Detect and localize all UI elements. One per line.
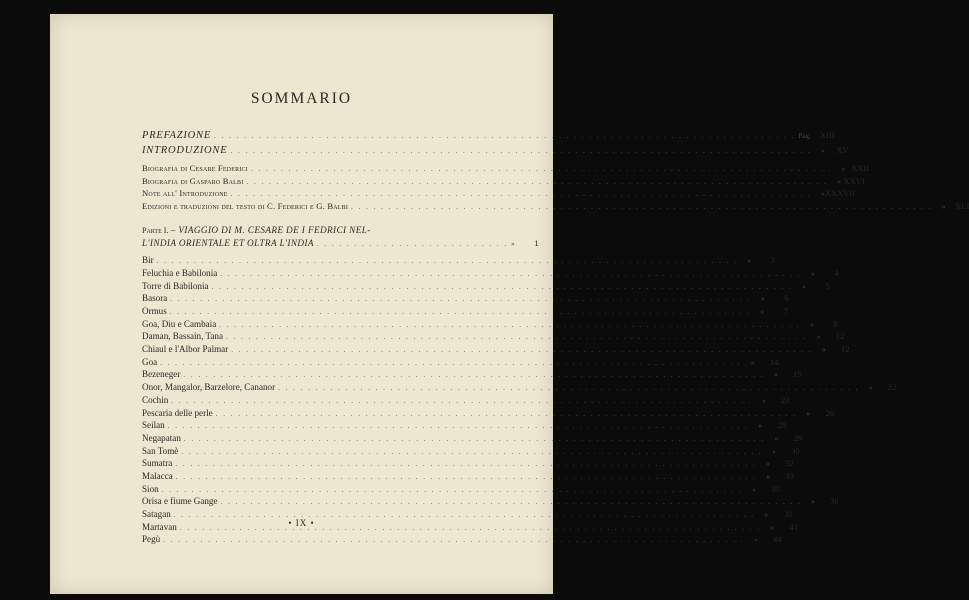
- toc-entry-title: Martavan: [142, 521, 177, 532]
- toc-entry-pag: »: [811, 498, 815, 507]
- toc-entry-page: 22: [887, 382, 897, 393]
- toc-entry-pag: »: [806, 409, 810, 418]
- leader-dots: [221, 496, 802, 509]
- toc-entry-page: 14: [769, 356, 779, 367]
- leader-dots: [351, 201, 932, 214]
- toc-entry-pag: »: [511, 240, 515, 249]
- toc-entry-page: 44: [772, 534, 782, 545]
- leader-dots: [231, 344, 812, 357]
- toc-entry: [142, 343, 850, 356]
- toc-entry-page: 41: [789, 521, 799, 532]
- toc-entry-title: Feluchia e Babilonia: [142, 267, 218, 278]
- toc-entry-page: 4: [834, 267, 839, 278]
- toc-entry-pag: »: [837, 177, 841, 186]
- toc-entry: [142, 533, 782, 546]
- leader-dots: [168, 420, 749, 433]
- leader-dots: [162, 484, 743, 497]
- toc-entry-page: XIII: [819, 130, 835, 140]
- toc-entry-page: 33: [785, 470, 795, 481]
- toc-entry-title: Edizioni e traduzioni del testo di C. Federici e G. Balbi: [142, 201, 349, 212]
- toc-entry: [142, 318, 838, 331]
- toc-entry: [142, 292, 789, 305]
- toc-entry: [142, 200, 969, 213]
- toc-entry: [142, 305, 789, 318]
- toc-entry-pag: »: [941, 203, 946, 212]
- toc-entry-page: 28: [777, 420, 786, 431]
- part-heading-line-1: [142, 224, 505, 238]
- toc-entries: [142, 254, 897, 546]
- toc-entry-page: 8: [833, 318, 838, 329]
- toc-entry-title: Goa: [142, 356, 158, 367]
- leader-dots: [214, 129, 795, 144]
- toc-entry-page: XLI: [955, 201, 969, 212]
- toc-entry-page: XXXVII: [824, 188, 856, 199]
- toc-entry: [142, 254, 775, 267]
- toc-entry: [142, 330, 845, 343]
- leader-dots: [216, 408, 797, 421]
- toc-entry-title: Malacca: [142, 470, 173, 481]
- toc-entry-title: Satagan: [142, 509, 171, 519]
- leader-dots: [226, 331, 807, 344]
- toc-entry-pag: »: [772, 447, 776, 456]
- toc-entry: [142, 162, 870, 175]
- toc-entry-page: 35: [771, 483, 780, 494]
- table-of-contents: [142, 128, 969, 546]
- toc-intro-entries: [142, 162, 969, 213]
- toc-entry-page: 38: [783, 509, 793, 519]
- toc-entry-title: San Tomè: [142, 445, 179, 456]
- leader-dots: [212, 281, 793, 294]
- toc-entry-title: Torre di Babilonia: [142, 280, 209, 291]
- toc-entry-title: Note all' Introduzione: [142, 188, 228, 199]
- toc-entry-pag: »: [747, 257, 751, 266]
- toc-entry-title: Sumatra: [142, 458, 173, 469]
- toc-entry-page: 5: [825, 280, 830, 291]
- page-title: SOMMARIO: [250, 90, 353, 107]
- toc-entry: [142, 419, 786, 432]
- part-heading-line-2: [142, 237, 539, 250]
- leader-dots: [160, 357, 741, 370]
- toc-entry-pag: »: [753, 536, 758, 545]
- toc-entry: [142, 143, 849, 158]
- leader-dots: [219, 319, 800, 332]
- toc-entry-title: Negapatan: [142, 432, 181, 443]
- toc-entry: [142, 267, 839, 280]
- toc-entry-pag: »: [822, 346, 826, 355]
- toc-entry-title: Pescaria delle perle: [142, 407, 213, 418]
- toc-entry: [142, 356, 779, 369]
- toc-entry-pag: »: [821, 147, 825, 155]
- toc-entry-title: Ormus: [142, 306, 167, 316]
- toc-entry-page: 7: [783, 306, 789, 316]
- toc-entry: [142, 470, 795, 483]
- toc-entry-page: 30: [791, 445, 800, 456]
- toc-entry-page: 36: [830, 496, 839, 507]
- toc-entry: [142, 187, 856, 200]
- toc-entry-title: Bezeneger: [142, 369, 181, 380]
- toc-entry-title: Daman, Bassain, Tana: [142, 331, 224, 342]
- toc-entry-title: Chiaul e l'Albor Palmar: [142, 344, 229, 355]
- leader-dots: [163, 534, 744, 547]
- leader-dots: [181, 446, 762, 459]
- leader-dots: [220, 268, 801, 281]
- toc-entry-page: 3: [770, 255, 775, 266]
- toc-entry-pag: »: [811, 269, 815, 278]
- toc-entry-title: Bir: [142, 255, 154, 266]
- toc-top-entries: [142, 128, 849, 158]
- toc-entry-pag: »: [810, 320, 814, 329]
- toc-entry-pag: »: [766, 472, 771, 481]
- toc-entry-pag: »: [770, 523, 775, 532]
- toc-entry: [142, 175, 865, 188]
- toc-entry-pag: »: [802, 282, 806, 291]
- toc-entry-title: Pegù: [142, 534, 161, 545]
- leader-dots: [184, 433, 765, 446]
- toc-entry-pag: »: [774, 434, 779, 443]
- toc-entry-pag: »: [841, 165, 846, 173]
- toc-entry-page: 29: [793, 432, 803, 443]
- toc-entry-page: XXII: [851, 163, 870, 173]
- toc-entry-pag: »: [758, 422, 762, 431]
- toc-part-heading: [142, 224, 539, 251]
- toc-entry-page: 23: [781, 394, 790, 405]
- leader-dots: [230, 144, 811, 159]
- toc-entry-page: XXVI: [843, 175, 865, 186]
- toc-entry-title: PREFAZIONE: [142, 130, 212, 141]
- leader-dots: [171, 395, 752, 408]
- toc-entry-page: 12: [835, 331, 845, 342]
- toc-entry-title: Sion: [142, 483, 159, 494]
- leader-dots: [170, 306, 751, 319]
- leader-dots: [246, 176, 827, 189]
- toc-entry-pag: »: [816, 333, 821, 342]
- toc-entry-title: Seilan: [142, 420, 165, 431]
- leader-dots: . . . . . . . . . . . . . . . . . . . . . . . . . .: [316, 240, 509, 249]
- toc-entry-page: 15: [793, 369, 802, 380]
- toc-entry-title: Cochin: [142, 394, 169, 405]
- leader-dots: [170, 293, 751, 306]
- spacer: [142, 213, 505, 224]
- toc-entry: [142, 394, 790, 407]
- toc-entry: [142, 407, 834, 420]
- toc-entry-title: Goa, Diu e Cambaia: [142, 318, 217, 329]
- part-prefix: Parte I.: [142, 225, 169, 235]
- toc-entry: [142, 457, 794, 470]
- part-title-line-2: L'INDIA ORIENTALE ET OLTRA L'INDIA: [142, 238, 314, 249]
- toc-entry-title: Basora: [142, 293, 168, 304]
- toc-entry-page: 6: [784, 293, 789, 304]
- toc-entry-page: 1: [534, 238, 539, 249]
- leader-dots: [175, 458, 756, 471]
- toc-entry-page: 12: [841, 344, 850, 355]
- toc-entry-page: 32: [785, 458, 794, 469]
- toc-entry: [142, 432, 803, 445]
- toc-entry: [142, 128, 835, 143]
- toc-entry: [142, 381, 897, 394]
- leader-dots: [176, 471, 757, 484]
- toc-entry-pag: »: [766, 460, 770, 469]
- part-title-line-1: – VIAGGIO DI M. CESARE DE I FEDRICI NEL-: [170, 224, 371, 235]
- leader-dots: [157, 255, 738, 268]
- page-number: • IX •: [288, 518, 315, 528]
- toc-entry-title: INTRODUZIONE: [142, 145, 228, 156]
- toc-entry-title: Orisa e fiume Gange: [142, 496, 218, 507]
- toc-entry-pag: »: [761, 295, 765, 304]
- toc-entry-pag: »: [750, 358, 755, 367]
- toc-entry-pag: »: [752, 485, 756, 494]
- toc-entry: [142, 483, 780, 496]
- toc-entry-title: Biografia di Cesare Federici: [142, 163, 248, 173]
- leader-dots: [251, 163, 832, 176]
- toc-entry: [142, 368, 802, 381]
- toc-entry-title: Biografia di Gasparo Balbi: [142, 175, 244, 186]
- toc-entry-pag: »: [821, 190, 825, 199]
- book-page: [50, 14, 969, 594]
- toc-entry-pag: »: [760, 308, 765, 316]
- toc-entry-title: Onor, Mangalor, Barzelore, Cananor: [142, 382, 276, 393]
- toc-entry-pag: Pag.: [798, 132, 811, 140]
- toc-entry: [142, 280, 830, 293]
- toc-entry-pag: »: [762, 396, 766, 405]
- toc-entry-page: XV: [836, 145, 849, 155]
- toc-entry-pag: »: [764, 511, 769, 519]
- toc-entry-page: 26: [825, 407, 834, 418]
- toc-entry-pag: »: [774, 371, 778, 380]
- toc-entry: [142, 495, 839, 508]
- toc-entry: [142, 445, 800, 458]
- toc-entry-pag: »: [868, 384, 873, 393]
